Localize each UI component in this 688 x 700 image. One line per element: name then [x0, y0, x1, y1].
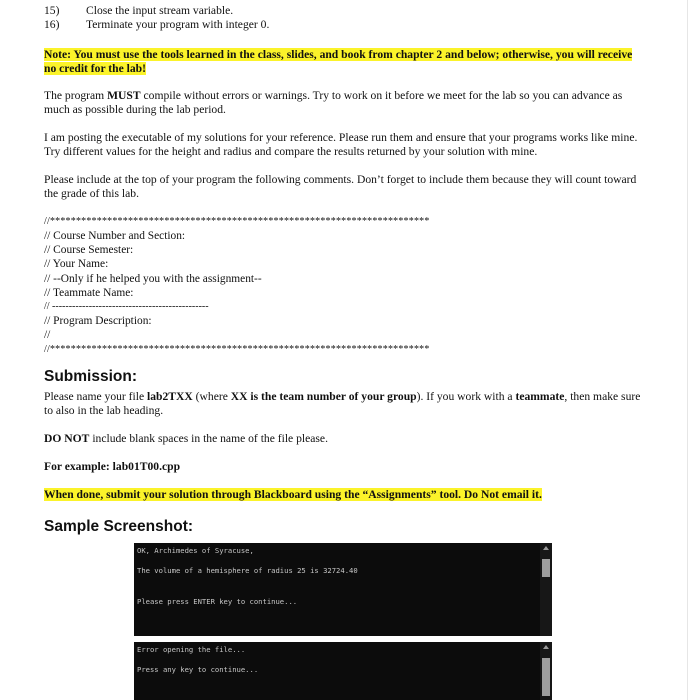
- step-number: 16): [44, 18, 60, 31]
- console-window-error: [134, 642, 552, 700]
- sample-screenshot-heading: Sample Screenshot:: [44, 517, 194, 535]
- comment-line: // Program Description:: [44, 315, 152, 328]
- comment-line: // Course Semester:: [44, 244, 134, 257]
- comment-line: // Teammate Name:: [44, 286, 134, 299]
- console-line: Please press ENTER key to continue...: [137, 597, 298, 606]
- console-line: OK, Archimedes of Syracuse,: [137, 546, 254, 555]
- console-window-output: [134, 543, 552, 636]
- scrollbar-thumb[interactable]: [542, 658, 550, 696]
- no-spaces-paragraph: DO NOT include blank spaces in the name of the file please.: [44, 431, 328, 445]
- comments-paragraph: Please include at the top of your program the following comments. Don’t forget to include them because they will count toward the grade of this lab.: [44, 173, 637, 200]
- scroll-up-arrow-icon[interactable]: [543, 546, 549, 550]
- console-scrollbar[interactable]: [540, 543, 552, 636]
- console-line: Error opening the file...: [137, 645, 246, 654]
- submission-heading: Submission:: [44, 367, 138, 385]
- executable-paragraph: I am posting the executable of my solutions for your reference. Please run them and ensure that your programs works like mine. Try different values for the height and radius and compare the results returned by your solution with mine.: [44, 131, 638, 158]
- comment-line: // Your Name:: [44, 258, 109, 271]
- step-number: 15): [44, 4, 60, 17]
- console-line: The volume of a hemisphere of radius 25 is 32724.40: [137, 566, 358, 575]
- submit-instructions: When done, submit your solution through Blackboard using the “Assignments” tool. Do Not email it.: [44, 487, 542, 501]
- console-line: Press any key to continue...: [137, 665, 259, 674]
- comment-line: // --Only if he helped you with the assignment--: [44, 272, 262, 285]
- step-15: [44, 4, 644, 18]
- scroll-up-arrow-icon[interactable]: [543, 645, 549, 649]
- step-16: [44, 18, 644, 32]
- submission-paragraph: Please name your file lab2TXX (where XX is the team number of your group). If you work with a teammate, then make sure to also in the lab heading.: [44, 389, 641, 417]
- console-scrollbar[interactable]: [540, 642, 552, 700]
- dash-line: // -----------------------------------------------: [44, 301, 209, 313]
- compile-paragraph: The program MUST compile without errors or warnings. Try to work on it before we meet for the lab so you can advance as much as possible during the lab period.: [44, 89, 623, 116]
- document-body: [44, 4, 644, 540]
- stars-line: //*************************************************************************: [44, 216, 430, 227]
- example-filename: For example: lab01T00.cpp: [44, 459, 181, 473]
- stars-line: //*************************************************************************: [44, 343, 430, 355]
- step-text: Close the input stream variable.: [86, 4, 234, 17]
- comment-line: //: [44, 329, 51, 342]
- note-warning: Note: You must use the tools learned in the class, slides, and book from chapter 2 and below; otherwise, you will receive no credit for the lab!: [44, 48, 633, 75]
- comment-block: [44, 215, 644, 357]
- step-text: Terminate your program with integer 0.: [86, 18, 270, 31]
- comment-line: // Course Number and Section:: [44, 230, 186, 242]
- scrollbar-thumb[interactable]: [542, 559, 550, 577]
